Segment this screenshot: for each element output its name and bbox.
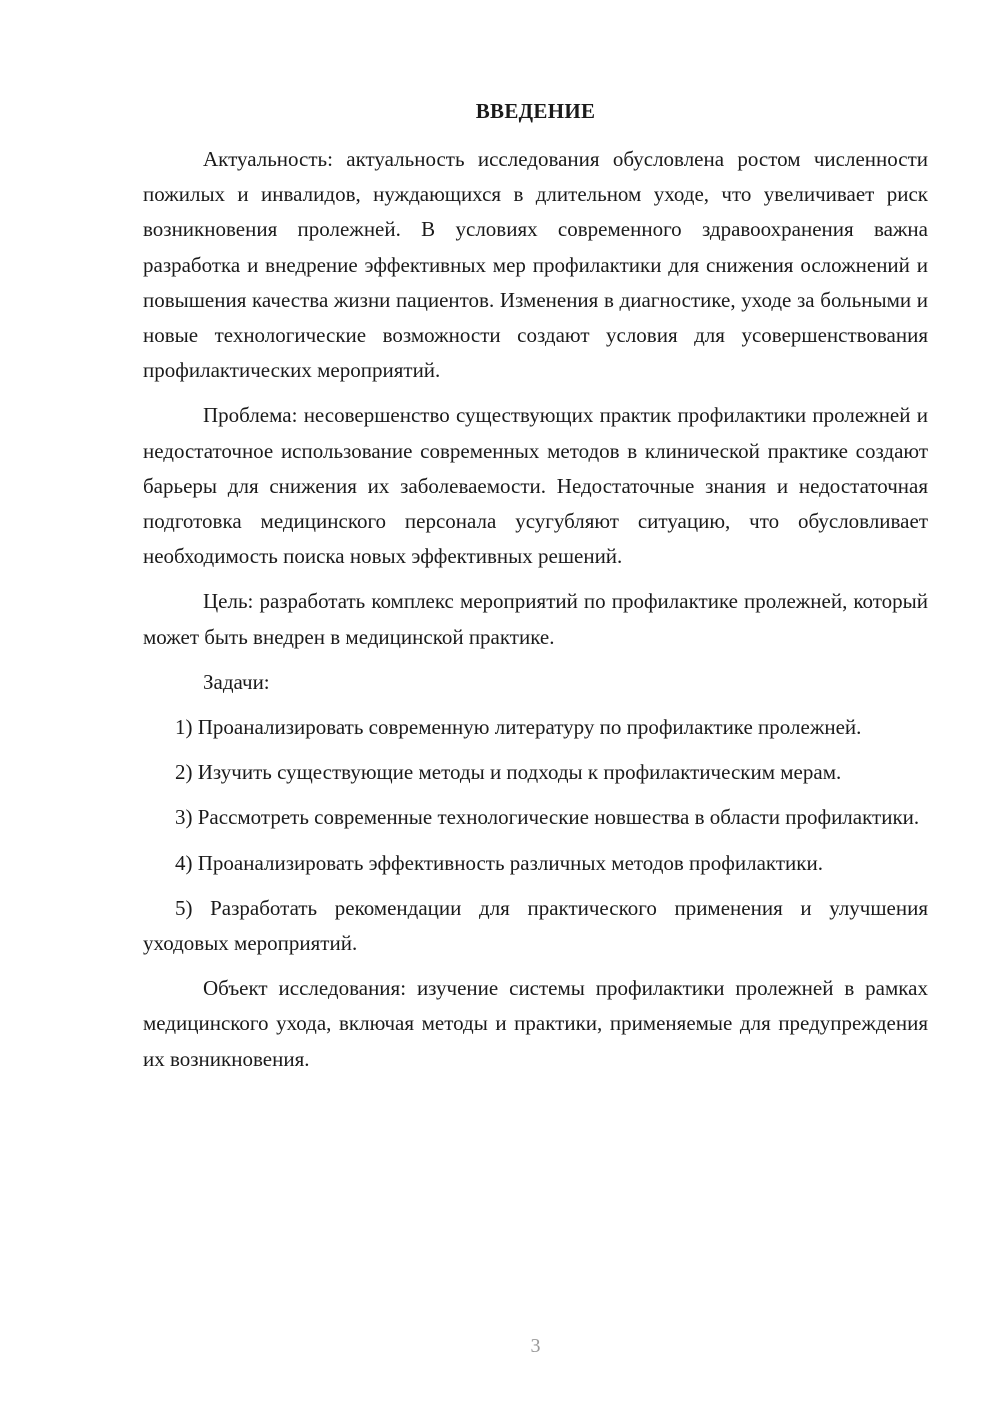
task-item-5: 5) Разработать рекомендации для практического применения и улучшения уходовых мероприятий. xyxy=(143,895,928,956)
paragraph-relevance: Актуальность: актуальность исследования обусловлена ростом численности пожилых и инвалидов, нуждающихся в длительном уходе, что увеличивает риск возникновения пролежней. В условиях современного здравоохранения важна разработка и внедрение эффективных мер профилактики для снижения осложнений и повышения качества жизни пациентов. Изменения в диагностике, уходе за больными и новые технологические возможности создают условия для усовершенствования профилактических мероприятий. xyxy=(143,147,928,383)
task-item-2: 2) Изучить существующие методы и подходы к профилактическим мерам. xyxy=(175,760,842,785)
paragraph-research-object: Объект исследования: изучение системы профилактики пролежней в рамках медицинского ухода, включая методы и практики, применяемые для предупреждения их возникновения. xyxy=(143,976,928,1071)
paragraph-problem: Проблема: несовершенство существующих практик профилактики пролежней и недостаточное использование современных методов в клинической практике создают барьеры для снижения их заболеваемости. Недостаточные знания и недостаточная подготовка медицинского персонала усугубляют ситуацию, что обусловливает необходимость поиска новых эффективных решений. xyxy=(143,403,928,569)
page-title: ВВЕДЕНИЕ xyxy=(475,99,596,123)
task-item-4: 4) Проанализировать эффективность различных методов профилактики. xyxy=(175,850,823,875)
task-item-1: 1) Проанализировать современную литературу по профилактике пролежней. xyxy=(175,715,862,740)
document-page xyxy=(143,0,928,1414)
document-body xyxy=(143,142,928,1087)
task-item-3: 3) Рассмотреть современные технологические новшества в области профилактики. xyxy=(175,805,920,830)
paragraph-tasks-heading: Задачи: xyxy=(203,669,270,694)
paragraph-goal: Цель: разработать комплекс мероприятий по профилактике пролежней, который может быть внедрен в медицинской практике. xyxy=(143,589,928,649)
page-number: 3 xyxy=(530,1335,541,1357)
